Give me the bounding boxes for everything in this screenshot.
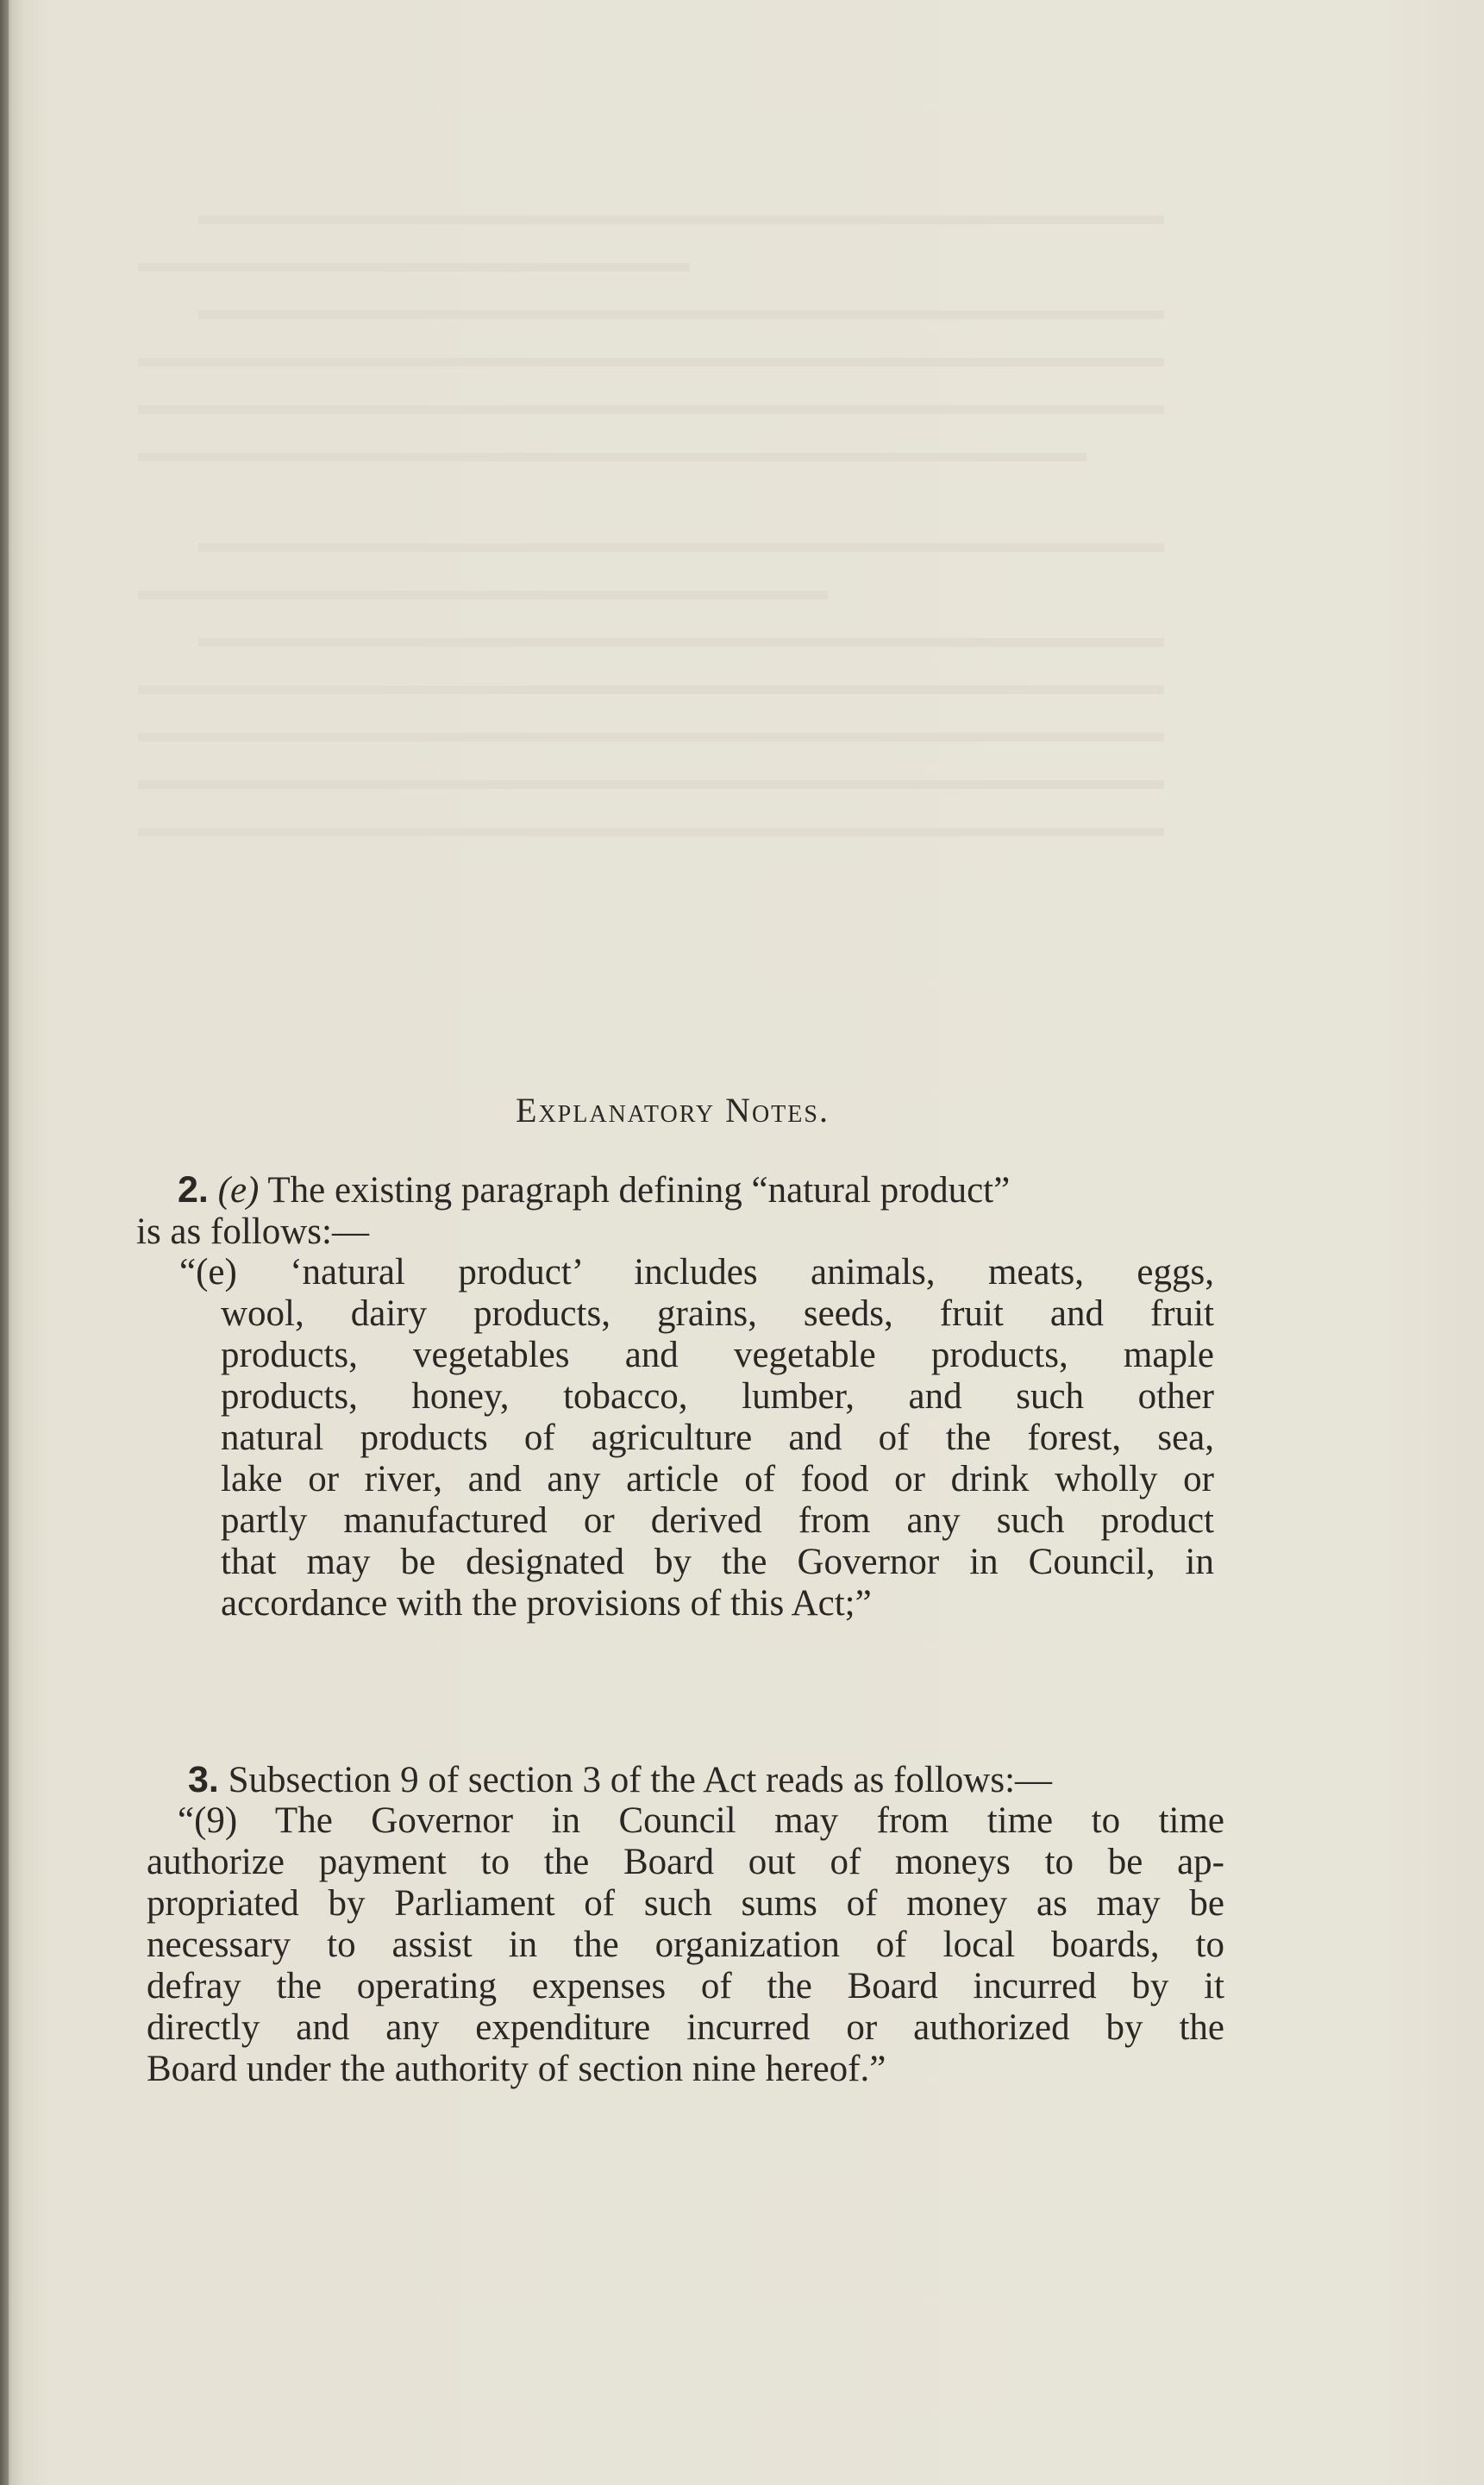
note-3-quote — [147, 1800, 1224, 2090]
note-2 — [136, 1169, 1223, 1253]
note-2-intro: The existing paragraph defining “natural product” — [267, 1170, 1011, 1211]
note-3 — [147, 1759, 1224, 1801]
note-3-intro-line — [147, 1759, 1224, 1801]
quote-line: wool, dairy products, grains, seeds, fruit and fruit — [221, 1293, 1214, 1334]
note-2-intro-line — [136, 1169, 1223, 1211]
quote-line: “(e) ‘natural product’ includes animals, meats, eggs, — [179, 1252, 1214, 1293]
quote-line: natural products of agriculture and of the forest, sea, — [221, 1418, 1214, 1458]
quote-line: Board under the authority of section nine hereof.” — [147, 2049, 886, 2089]
quote-line: necessary to assist in the organization of local boards, to — [147, 1925, 1224, 1965]
quote-line: products, honey, tobacco, lumber, and such other — [221, 1376, 1214, 1417]
show-through-lines — [129, 198, 1250, 888]
quote-line: “(9) The Governor in Council may from time to time — [178, 1800, 1224, 1841]
binding-spine — [0, 0, 9, 2485]
note-2-number: 2. — [178, 1169, 209, 1211]
quote-line: products, vegetables and vegetable products, maple — [221, 1335, 1214, 1375]
quote-line: partly manufactured or derived from any such product — [221, 1500, 1214, 1541]
page-title: Explanatory Notes. — [516, 1091, 830, 1130]
note-2-clause: (e) — [217, 1170, 260, 1211]
note-3-number: 3. — [188, 1759, 219, 1800]
note-2-intro-cont: is as follows:— — [136, 1211, 369, 1252]
quote-line: lake or river, and any article of food or drink wholly or — [221, 1459, 1214, 1499]
quote-line: directly and any expenditure incurred or authorized by the — [147, 2007, 1224, 2048]
quote-line: defray the operating expenses of the Board incurred by it — [147, 1966, 1224, 2006]
quote-line: authorize payment to the Board out of moneys to be ap- — [147, 1842, 1224, 1882]
quote-line: accordance with the provisions of this Act;” — [221, 1583, 872, 1624]
show-through-texture — [129, 198, 1250, 888]
quote-line: propriated by Parliament of such sums of money as may be — [147, 1883, 1224, 1924]
note-2-quote — [179, 1252, 1214, 1624]
quote-line: that may be designated by the Governor in Council, in — [221, 1542, 1214, 1582]
note-3-intro: Subsection 9 of section 3 of the Act reads as follows:— — [228, 1760, 1053, 1800]
